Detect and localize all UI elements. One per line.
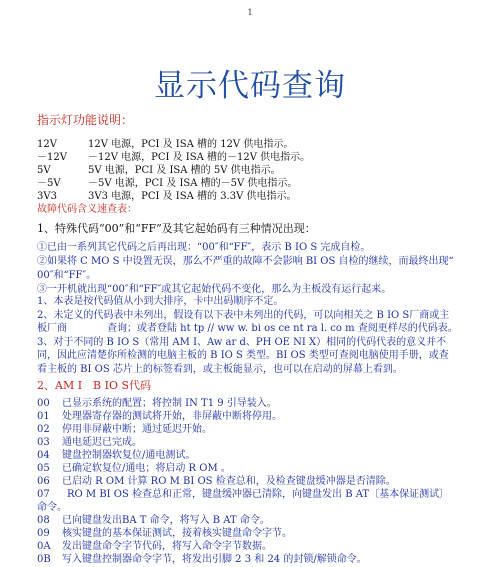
indicator-row bbox=[37, 164, 492, 177]
page-number: 1 bbox=[247, 8, 253, 17]
indicator-row bbox=[37, 138, 492, 151]
code-row bbox=[37, 541, 492, 554]
section1-list bbox=[37, 241, 492, 297]
code-desc: 核实键盘的基本保证测试，接着核实键盘命令字节。 bbox=[62, 528, 292, 539]
code-desc: 已启动 R OM 计算 RO M BI OS 检查总和，及检查键盘缓冲器是否清除。 bbox=[62, 476, 396, 487]
code-desc: 发出键盘命令字节代码，将写入命令字节数据。 bbox=[62, 541, 272, 552]
code-desc: 键盘控制器软复位/通电测试。 bbox=[62, 450, 196, 461]
indicator-desc: 5V 电源，PCI 及 ISA 槽的 5V 供电指示。 bbox=[88, 165, 281, 176]
code-desc: RO M BI OS 检查总和正常，键盘缓冲器已清除，向键盘发出 B AT〔基本保证测试〕 bbox=[67, 489, 450, 500]
code-row bbox=[37, 515, 492, 528]
indicator-code: 5V bbox=[37, 165, 51, 176]
code-row bbox=[37, 424, 492, 437]
indicator-code: 12V bbox=[37, 139, 57, 150]
section1-item: ①已由一系列其它代码之后再出现：“00″和“FF″，表示 B IO S 完成自检。 bbox=[37, 242, 371, 253]
code-value: 01 bbox=[37, 411, 50, 422]
code-row bbox=[37, 437, 492, 450]
note-line: 看主板的 BI OS 芯片上的标签看到，或主板能显示，也可以在启动的屏幕上看到。 bbox=[37, 363, 403, 375]
code-row bbox=[37, 502, 492, 515]
code-desc: 处理器寄存器的测试将开始，非屏蔽中断将停用。 bbox=[62, 411, 282, 422]
note-line: 同，因此应清楚你所检测的电脑主板的 B IO S 类型。BI OS 类型可查阅电脑使用手册，或查 bbox=[37, 350, 449, 361]
code-desc: 命令。 bbox=[37, 502, 67, 513]
section1-item: ③一开机就出现“00″和“FF″或其它起始代码不变化，那么为主板没有运行起来。 bbox=[37, 284, 392, 295]
code-row bbox=[37, 528, 492, 541]
section1-item: ②如果将 C MO S 中设置无误，那么不严重的故障不会影响 BI OS 自检的继续，而最终出现“ bbox=[37, 256, 454, 267]
code-value: 0A bbox=[37, 541, 51, 552]
notes-list bbox=[37, 295, 492, 376]
code-value: 06 bbox=[37, 476, 50, 487]
indicator-desc: －5V 电源，PCI 及 ISA 槽的－5V 供电指示。 bbox=[88, 178, 298, 189]
note-line: 2、未定义的代码表中未列出，假设有以下表中未列出的代码，可以向相关之 B IO S厂商或主 bbox=[37, 309, 450, 321]
code-desc: 已显示系统的配置；将控制 IN T1 9 引导装入。 bbox=[62, 398, 277, 409]
indicator-row bbox=[37, 177, 492, 190]
code-value: 00 bbox=[37, 398, 50, 409]
code-value: 04 bbox=[37, 450, 50, 461]
indicator-desc: －12V 电源，PCI 及 ISA 槽的－12V 供电指示。 bbox=[88, 152, 311, 163]
indicator-code: －5V bbox=[37, 178, 61, 189]
code-row bbox=[37, 463, 492, 476]
code-desc: 已向键盘发出BA T 命令，将写入 B AT 命令。 bbox=[62, 515, 270, 526]
indicator-row bbox=[37, 151, 492, 164]
code-value: 05 bbox=[37, 463, 50, 474]
page-title: 显示代码查询 bbox=[154, 68, 346, 104]
section1-item: 00″和“FF″。 bbox=[37, 270, 97, 281]
note-line: 板厂商 查询；或者登陆 ht tp // ww w. bi os ce nt ra l. co m 查阅更样尽的代码表。 bbox=[37, 323, 458, 334]
code-row bbox=[37, 398, 492, 411]
code-row bbox=[37, 554, 492, 567]
code-desc: 停用非屏蔽中断；通过延迟开始。 bbox=[62, 424, 212, 435]
code-row bbox=[37, 450, 492, 463]
code-value: 03 bbox=[37, 437, 50, 448]
indicator-heading: 指示灯功能说明： bbox=[37, 113, 134, 127]
code-value: 07 bbox=[37, 489, 50, 500]
code-row bbox=[37, 411, 492, 424]
code-desc: 通电延迟已完成。 bbox=[62, 437, 142, 448]
section2-title: 2、AM I B IO S代码 bbox=[37, 379, 152, 392]
section1-title-text: 1、特殊代码“00”和“FF”及其它起始码有三种情况出现： bbox=[37, 222, 316, 235]
note-line: 3、对于不同的 B IO S（常用 AM I、Aw ar d、PH OE NI X）相同的代码代表的意义并不 bbox=[37, 336, 447, 348]
indicator-desc: 12V 电源，PCI 及 ISA 槽的 12V 供电指示。 bbox=[88, 139, 294, 150]
code-value: 0B bbox=[37, 554, 51, 565]
code-value: 08 bbox=[37, 515, 50, 526]
fault-heading: 故障代码含义速查表： bbox=[37, 204, 137, 215]
indicator-code: 3V3 bbox=[37, 191, 57, 202]
indicator-row bbox=[37, 190, 492, 203]
indicator-code: －12V bbox=[37, 152, 67, 163]
code-row bbox=[37, 476, 492, 489]
code-row bbox=[37, 489, 492, 502]
indicator-table bbox=[37, 138, 492, 203]
code-value: 09 bbox=[37, 528, 50, 539]
section1-title bbox=[37, 222, 492, 235]
code-value: 02 bbox=[37, 424, 50, 435]
code-table bbox=[37, 398, 492, 567]
code-desc: 已确定软复位/通电；将启动 R OM 。 bbox=[62, 463, 231, 474]
code-desc: 写入键盘控制器命令字节，将发出引脚 2 3 和 24 的封锁/解锁命令。 bbox=[62, 554, 367, 565]
note-line: 1、本表是按代码值从小到大排序，卡中出码顺序不定。 bbox=[37, 296, 284, 307]
indicator-desc: 3V3 电源，PCI 及 ISA 槽的 3.3V 供电指示。 bbox=[88, 191, 297, 202]
